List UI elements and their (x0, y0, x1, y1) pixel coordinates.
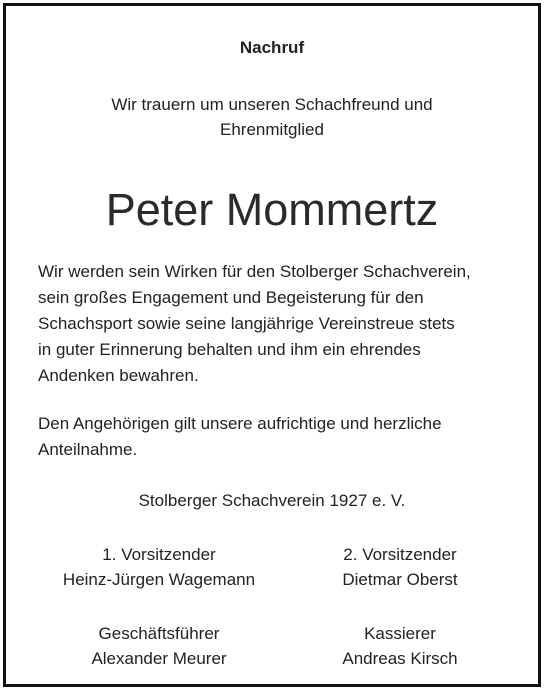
notice-heading: Nachruf (239, 38, 305, 57)
signatory-managing-director (39, 621, 279, 671)
notice-frame (3, 3, 541, 687)
signatory-role: Kassierer (364, 624, 436, 643)
paragraph-line: Anteilnahme. (38, 440, 138, 459)
signatory-role: Geschäftsführer (98, 624, 220, 643)
paragraph-line: sein großes Engagement und Begeisterung für den (38, 288, 424, 307)
tribute-paragraph (38, 259, 518, 389)
signatory-name: Heinz-Jürgen Wagemann (62, 570, 256, 589)
paragraph-line: Wir werden sein Wirken für den Stolberger Schachverein, (38, 262, 471, 281)
signatory-name: Alexander Meurer (91, 649, 227, 668)
deceased-name: Peter Mommertz (105, 184, 439, 235)
paragraph-line: Schachsport sowie seine langjährige Vereinstreue stets (38, 314, 455, 333)
notice-content (6, 6, 538, 684)
intro-text (6, 92, 538, 142)
signatory-first-chair (39, 542, 279, 592)
signatory-second-chair (280, 542, 520, 592)
signatory-name: Andreas Kirsch (342, 649, 458, 668)
signatory-role: 2. Vorsitzender (343, 545, 457, 564)
signatory-name: Dietmar Oberst (342, 570, 458, 589)
condolence-paragraph (38, 411, 518, 463)
paragraph-line: in guter Erinnerung behalten und ihm ein ehrendes (38, 340, 421, 359)
paragraph-line: Andenken bewahren. (38, 366, 199, 385)
intro-line: Ehrenmitglied (220, 120, 324, 139)
club-name: Stolberger Schachverein 1927 e. V. (138, 491, 406, 510)
paragraph-line: Den Angehörigen gilt unsere aufrichtige und herzliche (38, 414, 442, 433)
signatory-role: 1. Vorsitzender (102, 545, 216, 564)
signatory-treasurer (280, 621, 520, 671)
intro-line: Wir trauern um unseren Schachfreund und (111, 95, 433, 114)
